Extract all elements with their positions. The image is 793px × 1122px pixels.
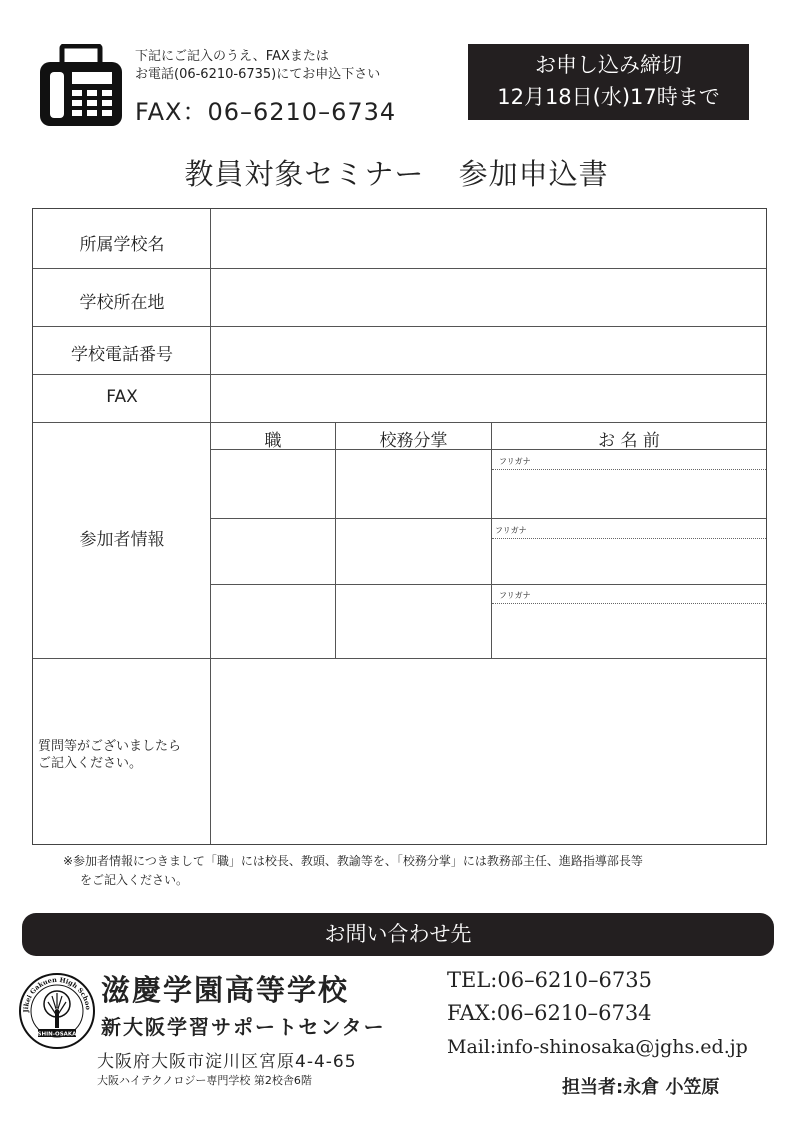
questions-field[interactable] — [211, 659, 766, 844]
participant-3-duty-field[interactable] — [336, 585, 491, 658]
participant-2-duty-field[interactable] — [336, 519, 491, 584]
participant-2-position-field[interactable] — [211, 519, 335, 584]
school-address-label: 学校所在地 — [79, 293, 165, 313]
seal-text-top: Jikei Gakuen High Schoo — [21, 975, 93, 1013]
questions-label — [38, 738, 181, 772]
participant-2-name-field[interactable] — [492, 519, 766, 584]
school-name: 滋慶学園高等学校 — [101, 973, 350, 1007]
furigana-label: フリガナ — [499, 457, 531, 466]
questions-label-line-2: ご記入ください。 — [38, 756, 143, 771]
contact-mail: Mail:info-shinosaka@jghs.ed.jp — [447, 1036, 748, 1058]
school-seal-logo — [18, 972, 96, 1050]
participant-1-position-field[interactable] — [211, 450, 335, 518]
deadline-box — [468, 44, 749, 120]
participant-3-position-field[interactable] — [211, 585, 335, 658]
duty-column-header: 校務分掌 — [379, 431, 448, 451]
school-phone-field[interactable] — [211, 327, 766, 374]
contact-tel: TEL:06–6210–6735 — [447, 968, 652, 992]
footnote-line-1: ※参加者情報につきまして「職」には校長、教頭、教諭等を、「校務分掌」には教務部主任、進路指導部長等 — [63, 854, 643, 868]
deadline-label: お申し込み締切 — [535, 53, 682, 77]
furigana-label: フリガナ — [499, 591, 531, 600]
instruction-line-2: お電話(06-6210-6735)にてお申込下さい — [135, 67, 381, 82]
footnote-line-2: をご記入ください。 — [80, 873, 189, 887]
school-address-field[interactable] — [211, 269, 766, 326]
fax-field[interactable] — [211, 375, 766, 422]
form-title-sub: 参加申込書 — [458, 157, 609, 191]
form-title — [0, 152, 793, 193]
school-name-label: 所属学校名 — [79, 235, 165, 255]
center-name: 新大阪学習サポートセンター — [101, 1015, 386, 1039]
building-info: 大阪ハイテクノロジー専門学校 第2校舎6階 — [97, 1074, 312, 1087]
address: 大阪府大阪市淀川区宮原4-4-65 — [97, 1052, 357, 1072]
participant-3-name-field[interactable] — [492, 585, 766, 658]
participant-1-duty-field[interactable] — [336, 450, 491, 518]
contact-banner: お問い合わせ先 — [22, 913, 774, 956]
form-title-main: 教員対象セミナー — [184, 157, 425, 191]
participants-label: 参加者情報 — [79, 530, 165, 550]
seal-text-bottom: SHIN-OSAKA — [37, 1031, 77, 1038]
school-name-field[interactable] — [211, 209, 766, 268]
fax-machine-icon — [36, 44, 126, 128]
contact-person: 担当者:永倉 小笠原 — [562, 1077, 720, 1098]
questions-label-line-1: 質問等がございましたら — [38, 739, 182, 754]
participant-1-name-field[interactable] — [492, 450, 766, 518]
position-column-header: 職 — [264, 431, 282, 451]
instruction-line-1: 下記にご記入のうえ、FAXまたは — [135, 49, 329, 64]
school-phone-label: 学校電話番号 — [71, 345, 173, 365]
furigana-label: フリガナ — [495, 526, 527, 535]
deadline-date: 12月18日(水)17時まで — [497, 85, 720, 109]
name-column-header: お 名 前 — [598, 431, 660, 451]
row-divider — [33, 422, 766, 423]
fax-number: FAX：06–6210–6734 — [135, 98, 397, 126]
fax-label: FAX — [106, 387, 138, 407]
contact-fax: FAX:06–6210–6734 — [447, 1001, 652, 1025]
